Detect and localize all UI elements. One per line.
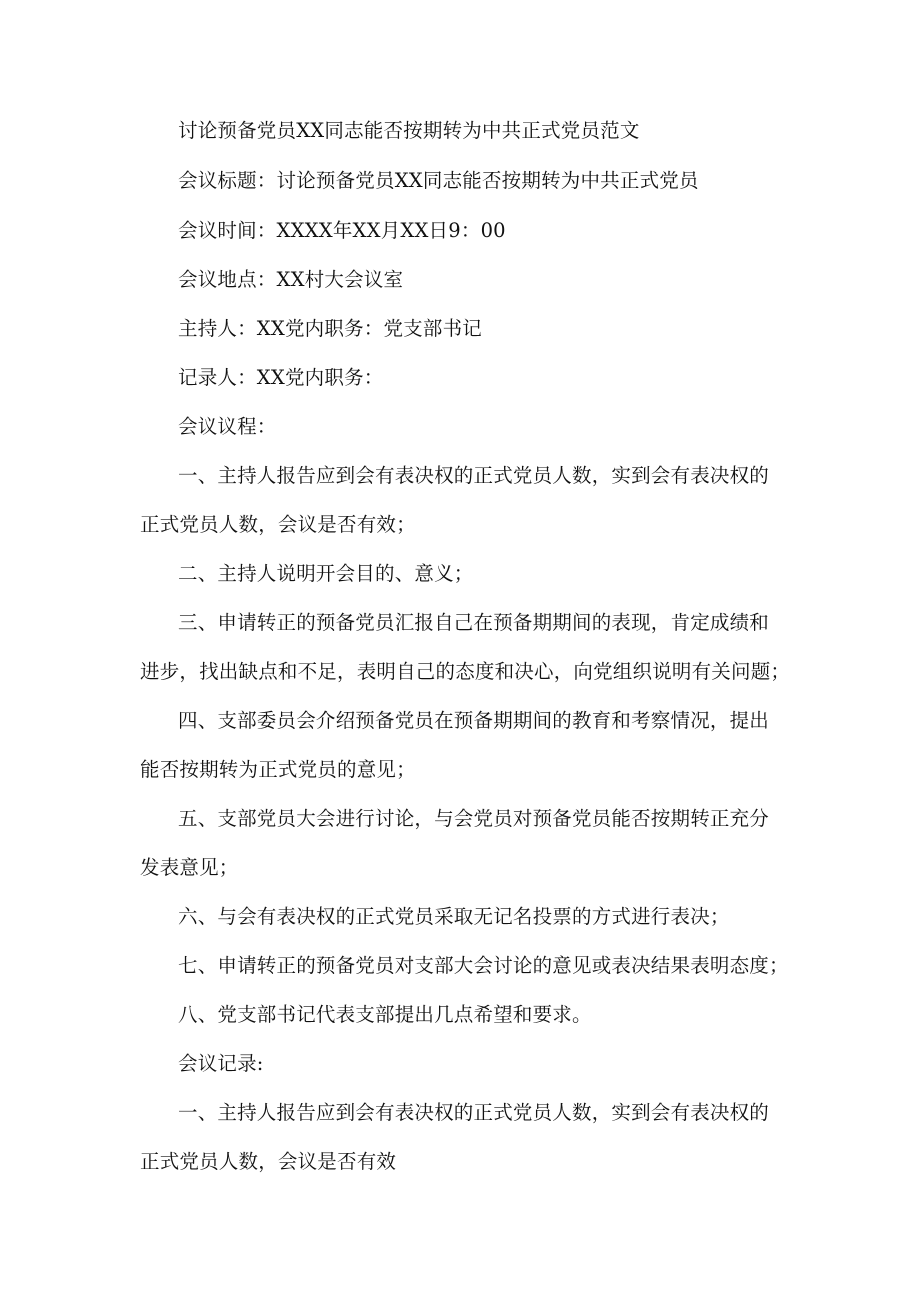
agenda-item-1-line-1: 一、主持人报告应到会有表决权的正式党员人数，实到会有表决权的 <box>178 464 770 487</box>
record-item-1-line-1: 一、主持人报告应到会有表决权的正式党员人数，实到会有表决权的 <box>178 1101 770 1124</box>
meeting-title: 会议标题：讨论预备党员XX同志能否按期转为中共正式党员 <box>178 169 699 192</box>
agenda-item-4-line-2: 能否按期转为正式党员的意见； <box>140 758 416 781</box>
record-item-1-line-2: 正式党员人数，会议是否有效 <box>140 1150 397 1173</box>
agenda-item-8: 八、党支部书记代表支部提出几点希望和要求。 <box>178 1003 592 1026</box>
agenda-item-4-line-1: 四、支部委员会介绍预备党员在预备期期间的教育和考察情况，提出 <box>178 709 770 732</box>
agenda-heading: 会议议程： <box>178 415 277 438</box>
agenda-item-6: 六、与会有表决权的正式党员采取无记名投票的方式进行表决； <box>178 905 730 928</box>
agenda-item-2: 二、主持人说明开会目的、意义； <box>178 562 474 585</box>
meeting-host: 主持人：XX党内职务：党支部书记 <box>178 317 482 340</box>
agenda-item-7: 七、申请转正的预备党员对支部大会讨论的意见或表决结果表明态度； <box>178 954 789 977</box>
agenda-item-1-line-2: 正式党员人数，会议是否有效； <box>140 513 416 536</box>
meeting-time: 会议时间：XXXX年XX月XX日9：00 <box>178 219 506 242</box>
meeting-recorder: 记录人：XX党内职务： <box>178 366 384 389</box>
record-heading: 会议记录: <box>178 1052 264 1075</box>
document-title: 讨论预备党员XX同志能否按期转为中共正式党员范文 <box>178 119 640 142</box>
agenda-item-3-line-1: 三、申请转正的预备党员汇报自己在预备期期间的表现，肯定成绩和 <box>178 611 770 634</box>
agenda-item-5-line-2: 发表意见； <box>140 856 239 879</box>
agenda-item-3-line-2: 进步，找出缺点和不足，表明自己的态度和决心，向党组织说明有关问题； <box>140 660 791 683</box>
meeting-place: 会议地点：XX村大会议室 <box>178 268 404 291</box>
agenda-item-5-line-1: 五、支部党员大会进行讨论，与会党员对预备党员能否按期转正充分 <box>178 807 770 830</box>
